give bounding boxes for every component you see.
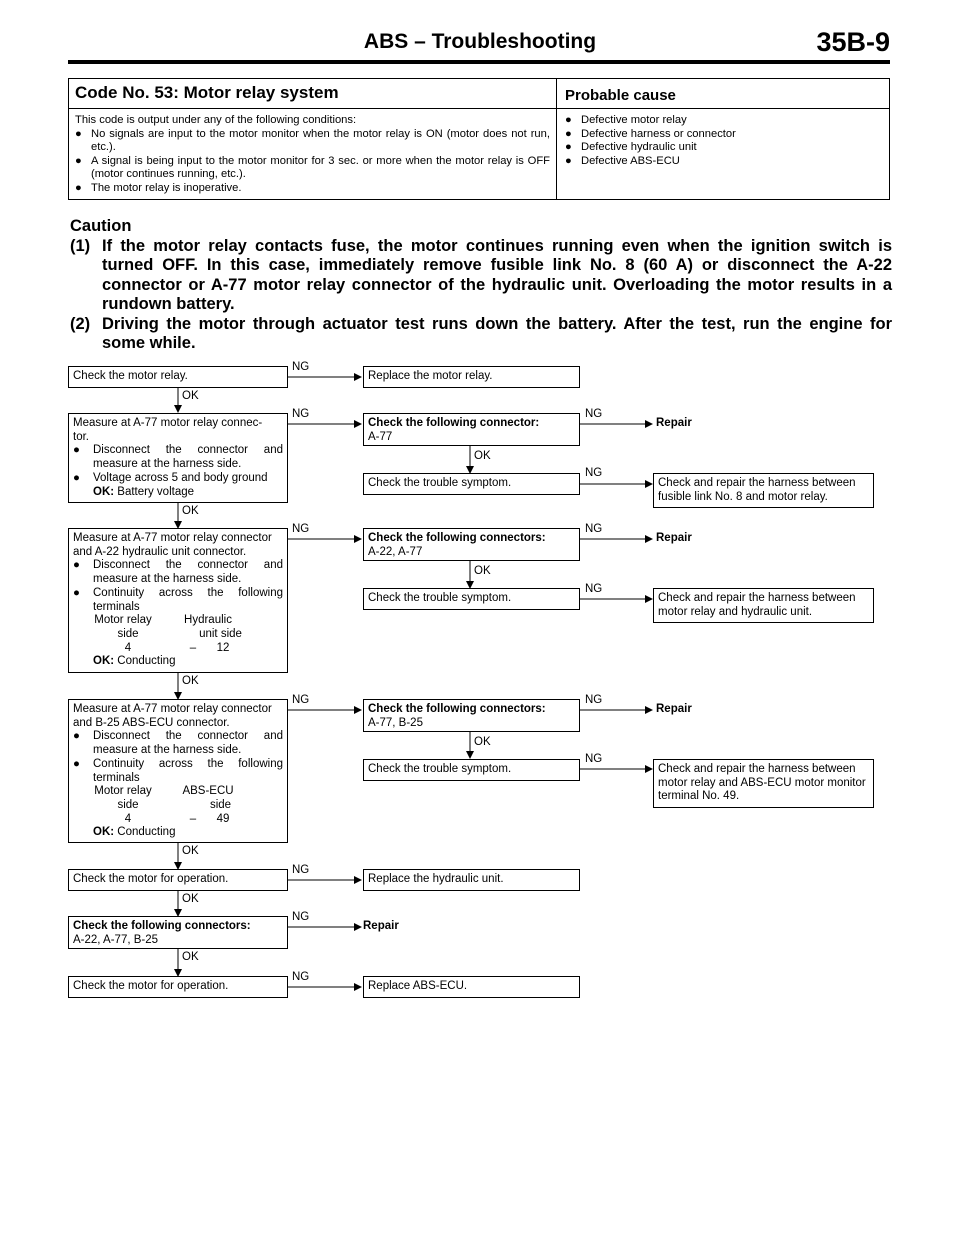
conditions-intro: This code is output under any of the following conditions:: [75, 114, 357, 126]
ng-label: NG: [292, 694, 310, 706]
ok-label: OK: [182, 845, 199, 857]
step-check-motor-operation-final: Check the motor for operation.: [68, 976, 288, 998]
terminal-table: Motor relay Hydraulic: [94, 614, 232, 627]
cause-item: ● Defective ABS-ECU: [565, 154, 680, 167]
action-replace-motor-relay: Replace the motor relay.: [363, 366, 580, 388]
ok-label: OK: [182, 505, 199, 517]
caution-item: (1) If the motor relay contacts fuse, the motor continues running even when the ignition switch is turned OFF. In this case, immediately remove fusible link No. 8 (60 A) or disconnect the A-22 connector or A-77 motor relay connector of the hydraulic unit. Overloading the motor results in a rundown battery.: [70, 236, 892, 313]
action-check-harness-hydraulic-unit: Check and repair the harness between motor relay and hydraulic unit.: [653, 588, 874, 623]
ok-label: OK: [474, 736, 491, 748]
ng-label: NG: [292, 971, 310, 983]
condition-item: ● No signals are input to the motor monitor when the motor relay is ON (motor does not run, etc.).: [75, 127, 550, 153]
bullet-icon: ●: [565, 154, 572, 167]
cause-item: ● Defective hydraulic unit: [565, 141, 697, 153]
cause-item: ● Defective harness or connector: [565, 127, 736, 140]
action-replace-abs-ecu: Replace ABS-ECU.: [363, 976, 580, 998]
ng-label: NG: [585, 467, 603, 479]
condition-item: ● The motor relay is inoperative.: [75, 181, 242, 194]
caution-title: Caution: [70, 217, 132, 235]
step-measure-a77-a22: Measure at A-77 motor relay connector and A-22 hydraulic unit connector. ● Disconnect the connector and measure at the harness side. ● Continuity across the following terminals Motor relay Hydraulic side unit side 4 – 12 OK: Conducting: [68, 528, 288, 673]
step-check-trouble-symptom: Check the trouble symptom.: [363, 759, 580, 781]
action-check-harness-fusible-link: Check and repair the harness between fusible link No. 8 and motor relay.: [653, 473, 874, 508]
ok-label: OK: [182, 675, 199, 687]
ok-label: OK: [182, 893, 199, 905]
ok-label: OK: [474, 450, 491, 462]
action-replace-hydraulic-unit: Replace the hydraulic unit.: [363, 869, 580, 891]
step-check-connectors-a22-a77-b25: Check the following connectors: A-22, A-77, B-25: [68, 916, 288, 949]
bullet-icon: ●: [565, 127, 572, 140]
page-number: 35B-9: [816, 27, 890, 57]
step-check-connectors-a77-b25: Check the following connectors: A-77, B-25: [363, 699, 580, 732]
step-measure-a77: Measure at A-77 motor relay connec- tor. ● Disconnect the connector and measure at the harness side. ● Voltage across 5 and body ground OK: Battery voltage: [68, 413, 288, 503]
action-repair: Repair: [363, 920, 399, 932]
ng-label: NG: [292, 523, 310, 535]
code-heading: Code No. 53: Motor relay system: [69, 79, 557, 108]
step-check-connector-a77: Check the following connector: A-77: [363, 413, 580, 446]
page-title: ABS – Troubleshooting: [363, 30, 597, 53]
step-check-connectors-a22-a77: Check the following connectors: A-22, A-77: [363, 528, 580, 561]
ng-label: NG: [585, 753, 603, 765]
ng-label: NG: [292, 408, 310, 420]
ok-label: OK: [474, 565, 491, 577]
ng-label: NG: [585, 523, 603, 535]
bullet-icon: ●: [73, 757, 80, 770]
bullet-icon: ●: [73, 559, 80, 572]
bullet-icon: ●: [73, 586, 80, 599]
bullet-icon: ●: [565, 141, 572, 153]
bullet-icon: ●: [75, 181, 82, 194]
ng-label: NG: [585, 583, 603, 595]
ng-label: NG: [292, 361, 310, 373]
ok-label: OK: [182, 390, 199, 402]
cause-item: ● Defective motor relay: [565, 114, 687, 126]
ng-label: NG: [585, 408, 603, 420]
cause-heading: Probable cause: [565, 87, 676, 104]
ng-label: NG: [585, 694, 603, 706]
action-repair: Repair: [656, 703, 692, 715]
bullet-icon: ●: [565, 114, 572, 126]
bullet-icon: ●: [75, 127, 82, 140]
action-repair: Repair: [656, 532, 692, 544]
step-check-motor-operation: Check the motor for operation.: [68, 869, 288, 891]
bullet-icon: ●: [73, 730, 80, 743]
step-check-trouble-symptom: Check the trouble symptom.: [363, 588, 580, 610]
action-repair: Repair: [656, 417, 692, 429]
terminal-table: Motor relay ABS-ECU: [94, 785, 234, 798]
ng-label: NG: [292, 864, 310, 876]
step-check-trouble-symptom: Check the trouble symptom.: [363, 473, 580, 495]
bullet-icon: ●: [73, 471, 80, 484]
ok-label: OK: [182, 951, 199, 963]
caution-item: (2) Driving the motor through actuator test runs down the battery. After the test, run the engine for some while.: [70, 314, 892, 352]
ng-label: NG: [292, 911, 310, 923]
bullet-icon: ●: [75, 154, 82, 167]
condition-item: ● A signal is being input to the motor monitor for 3 sec. or more when the motor relay is OFF (motor continues running, etc.).: [75, 154, 550, 180]
step-measure-a77-b25: Measure at A-77 motor relay connector and B-25 ABS-ECU connector. ● Disconnect the connector and measure at the harness side. ● Continuity across the following terminals Motor relay ABS-ECU side side 4 – 49 OK: Conducting: [68, 699, 288, 843]
action-check-harness-abs-ecu: Check and repair the harness between motor relay and ABS-ECU motor monitor terminal No. 49.: [653, 759, 874, 808]
bullet-icon: ●: [73, 444, 80, 457]
step-check-motor-relay: Check the motor relay.: [68, 366, 288, 388]
